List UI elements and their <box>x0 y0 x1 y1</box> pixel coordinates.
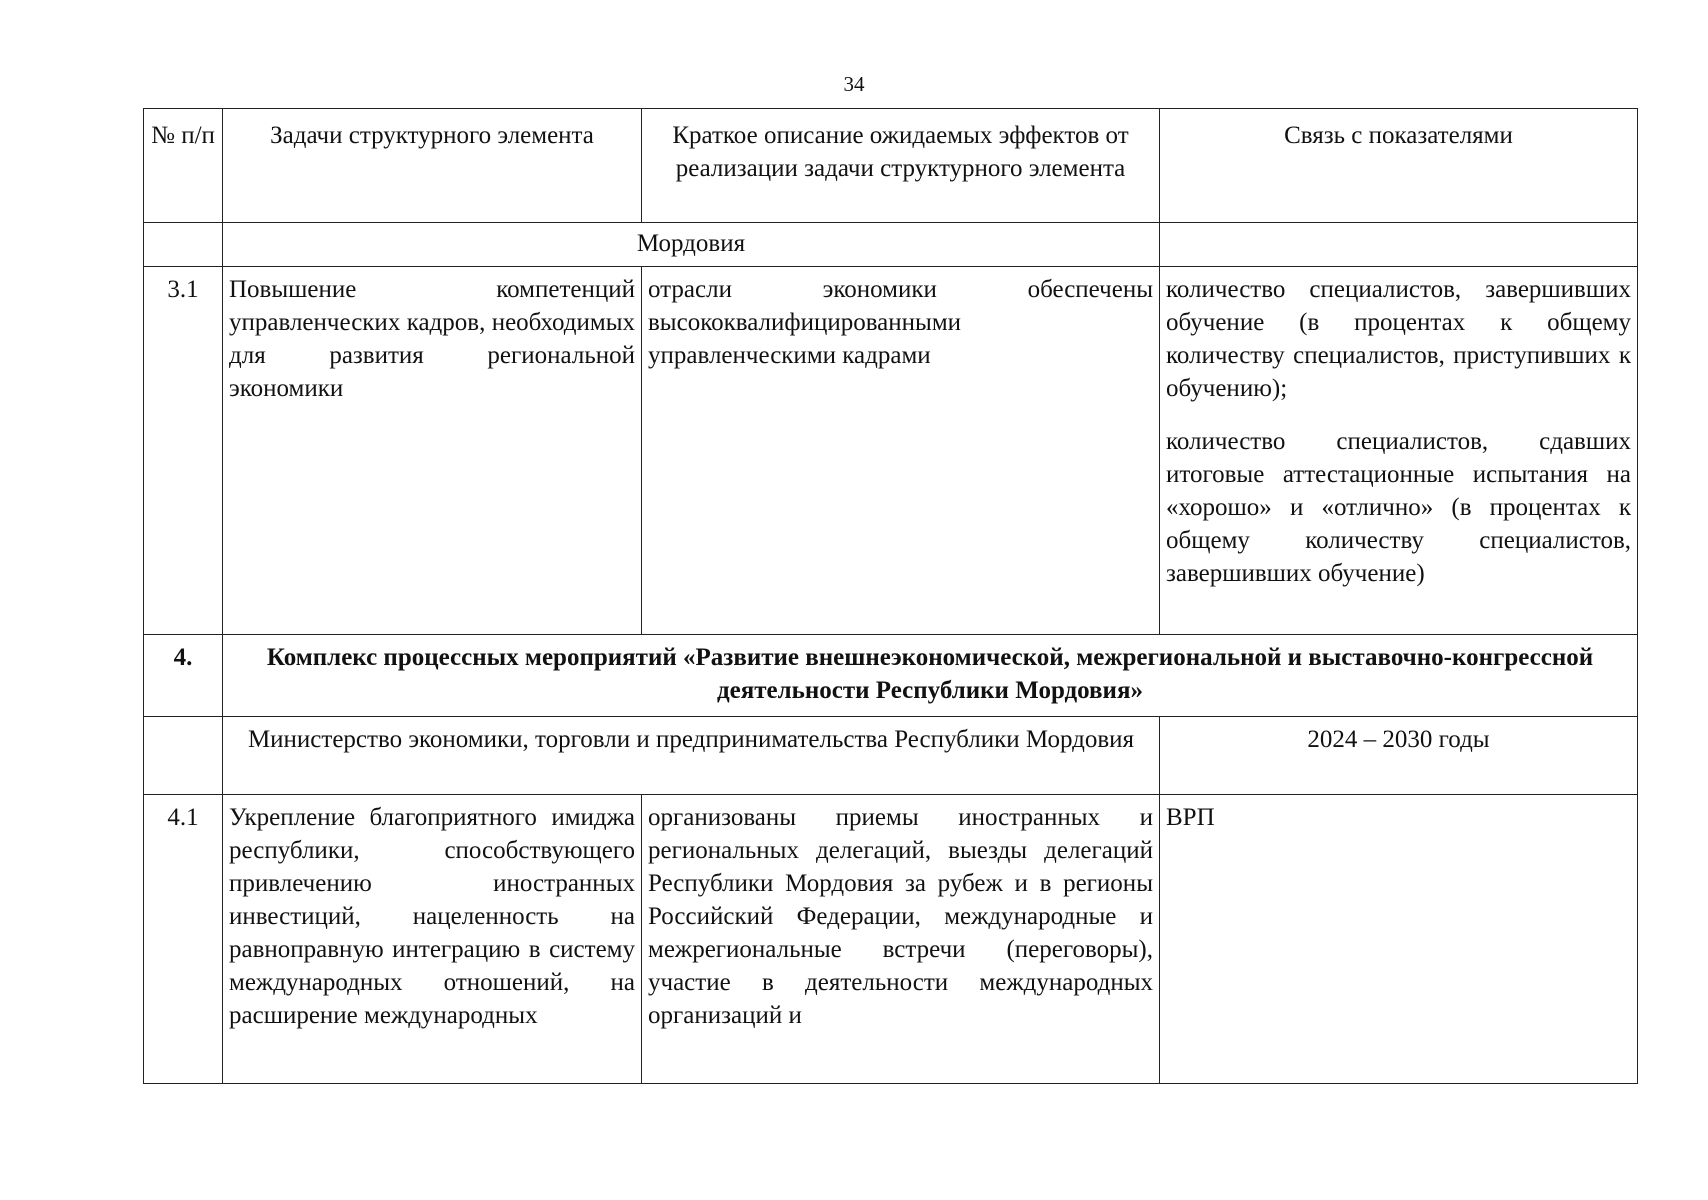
indicator-item: количество специалистов, завершивших обучение (в процентах к общему количеству специалистов, приступивших к обучению); <box>1166 276 1631 402</box>
header-task: Задачи структурного элемента <box>223 109 642 223</box>
table-row <box>144 223 1638 267</box>
empty-cell <box>144 223 223 267</box>
task-cell: Повышение компетенций управленческих кадров, необходимых для развития региональной экономики <box>223 267 642 635</box>
row-number: 4.1 <box>144 795 223 1084</box>
section-row <box>144 635 1638 717</box>
header-effect: Краткое описание ожидаемых эффектов от реализации задачи структурного элемента <box>642 109 1160 223</box>
implementation-period <box>1160 223 1638 267</box>
implementation-period: 2024 – 2030 годы <box>1160 717 1638 795</box>
section-number: 4. <box>144 635 223 717</box>
section-title: Комплекс процессных мероприятий «Развитие внешнеэкономической, межрегиональной и выставочно-конгрессной деятельности Республики Мордовия» <box>223 635 1638 717</box>
table-row <box>144 267 1638 635</box>
responsible-org: Мордовия <box>223 223 1160 267</box>
header-link: Связь с показателями <box>1160 109 1638 223</box>
table-row <box>144 795 1638 1084</box>
responsible-org: Министерство экономики, торговли и предпринимательства Республики Мордовия <box>223 717 1160 795</box>
table-header-row <box>144 109 1638 223</box>
header-num: № п/п <box>144 109 223 223</box>
page-number: 34 <box>843 72 865 96</box>
indicator-cell: ВРП <box>1160 795 1638 1084</box>
effect-cell: организованы приемы иностранных и региональных делегаций, выезды делегаций Республики Мордовия за рубеж и в регионы Российский Федерации, международные и межрегиональные встречи (переговоры), участие в деятельности международных организаций и <box>642 795 1160 1084</box>
row-number: 3.1 <box>144 267 223 635</box>
table-row <box>144 717 1638 795</box>
structural-element-table <box>143 108 1638 1084</box>
task-cell: Укрепление благоприятного имиджа республики, способствующего привлечению иностранных инвестиций, нацеленность на равноправную интеграцию в систему международных отношений, на расширение международных <box>223 795 642 1084</box>
indicator-cell <box>1160 267 1638 635</box>
indicator-item: количество специалистов, сдавших итоговые аттестационные испытания на «хорошо» и «отлично» (в процентах к общему количеству специалистов, завершивших обучение) <box>1166 428 1631 587</box>
effect-cell: отрасли экономики обеспечены высококвалифицированными управленческими кадрами <box>642 267 1160 635</box>
empty-cell <box>144 717 223 795</box>
paragraph-gap <box>1166 405 1631 425</box>
